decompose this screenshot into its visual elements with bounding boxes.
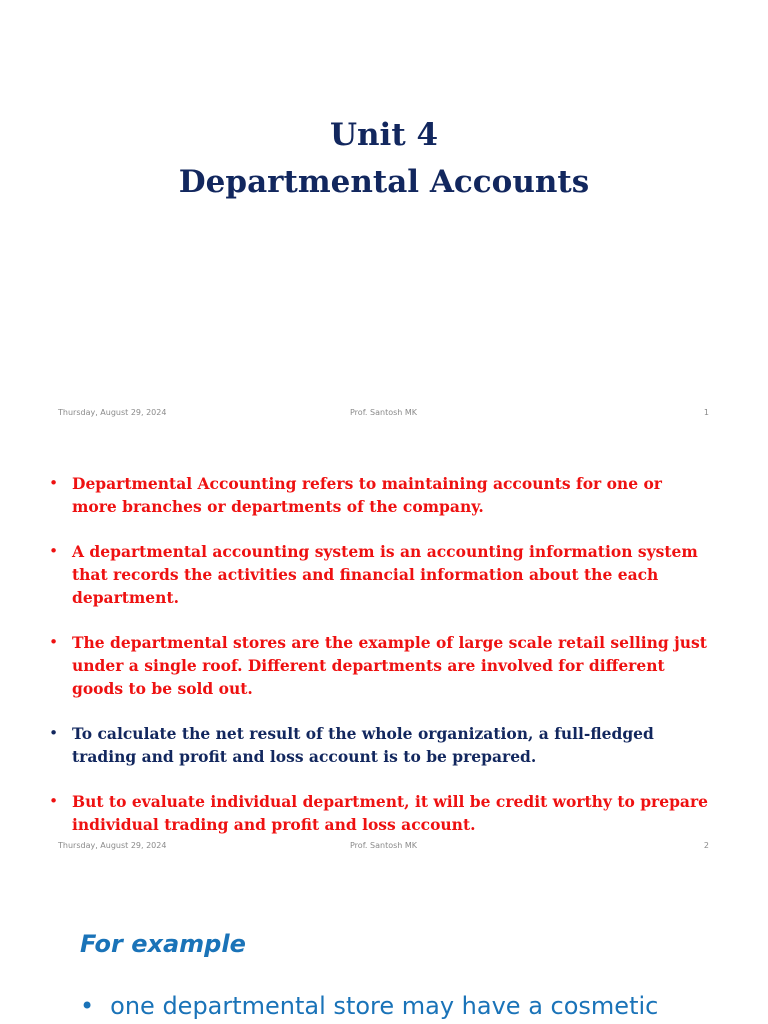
example-bullet-item	[80, 992, 658, 1020]
bullet-text: To calculate the net result of the whole organization, a full-fledged trading and profit and loss account is to be prepared.	[72, 724, 654, 766]
slide-footer	[0, 841, 768, 855]
slide-title-line-2: Departmental Accounts	[178, 164, 590, 200]
slide-title-line-1: Unit 4	[329, 117, 439, 153]
bullet-marker: •	[80, 992, 95, 1020]
footer-date: Thursday, August 29, 2024	[58, 408, 167, 417]
bullet-text: Departmental Accounting refers to maintaining accounts for one or more branches or departments of the company.	[72, 474, 662, 516]
bullet-item	[48, 790, 708, 836]
slide-2	[0, 430, 768, 858]
footer-page-number: 1	[703, 408, 709, 417]
bullet-item	[48, 472, 708, 518]
bullet-text: The departmental stores are the example of large scale retail selling just under a single roof. Different departments are involved for different goods to be sold out.	[72, 633, 707, 698]
bullet-item	[48, 722, 708, 768]
footer-author: Prof. Santosh MK	[350, 408, 418, 417]
footer-date: Thursday, August 29, 2024	[58, 841, 167, 850]
bullet-marker: •	[49, 633, 59, 651]
slide-1	[0, 0, 768, 430]
footer-author: Prof. Santosh MK	[350, 841, 418, 850]
bullet-item	[48, 631, 708, 700]
footer-page-number: 2	[703, 841, 709, 850]
bullet-marker: •	[49, 542, 59, 560]
bullet-list	[48, 472, 708, 858]
bullet-item	[48, 540, 708, 609]
bullet-marker: •	[49, 724, 59, 742]
bullet-marker: •	[49, 474, 59, 492]
bullet-text: But to evaluate individual department, it will be credit worthy to prepare individual trading and profit and loss account.	[72, 792, 708, 834]
bullet-marker: •	[49, 792, 59, 810]
slide-footer	[0, 408, 768, 422]
bullet-text: one departmental store may have a cosmetic	[110, 992, 659, 1020]
bullet-text: A departmental accounting system is an accounting information system that records the activities and financial information about the each department.	[72, 542, 698, 607]
slide-3	[0, 858, 768, 1024]
example-heading: For example	[80, 930, 246, 958]
